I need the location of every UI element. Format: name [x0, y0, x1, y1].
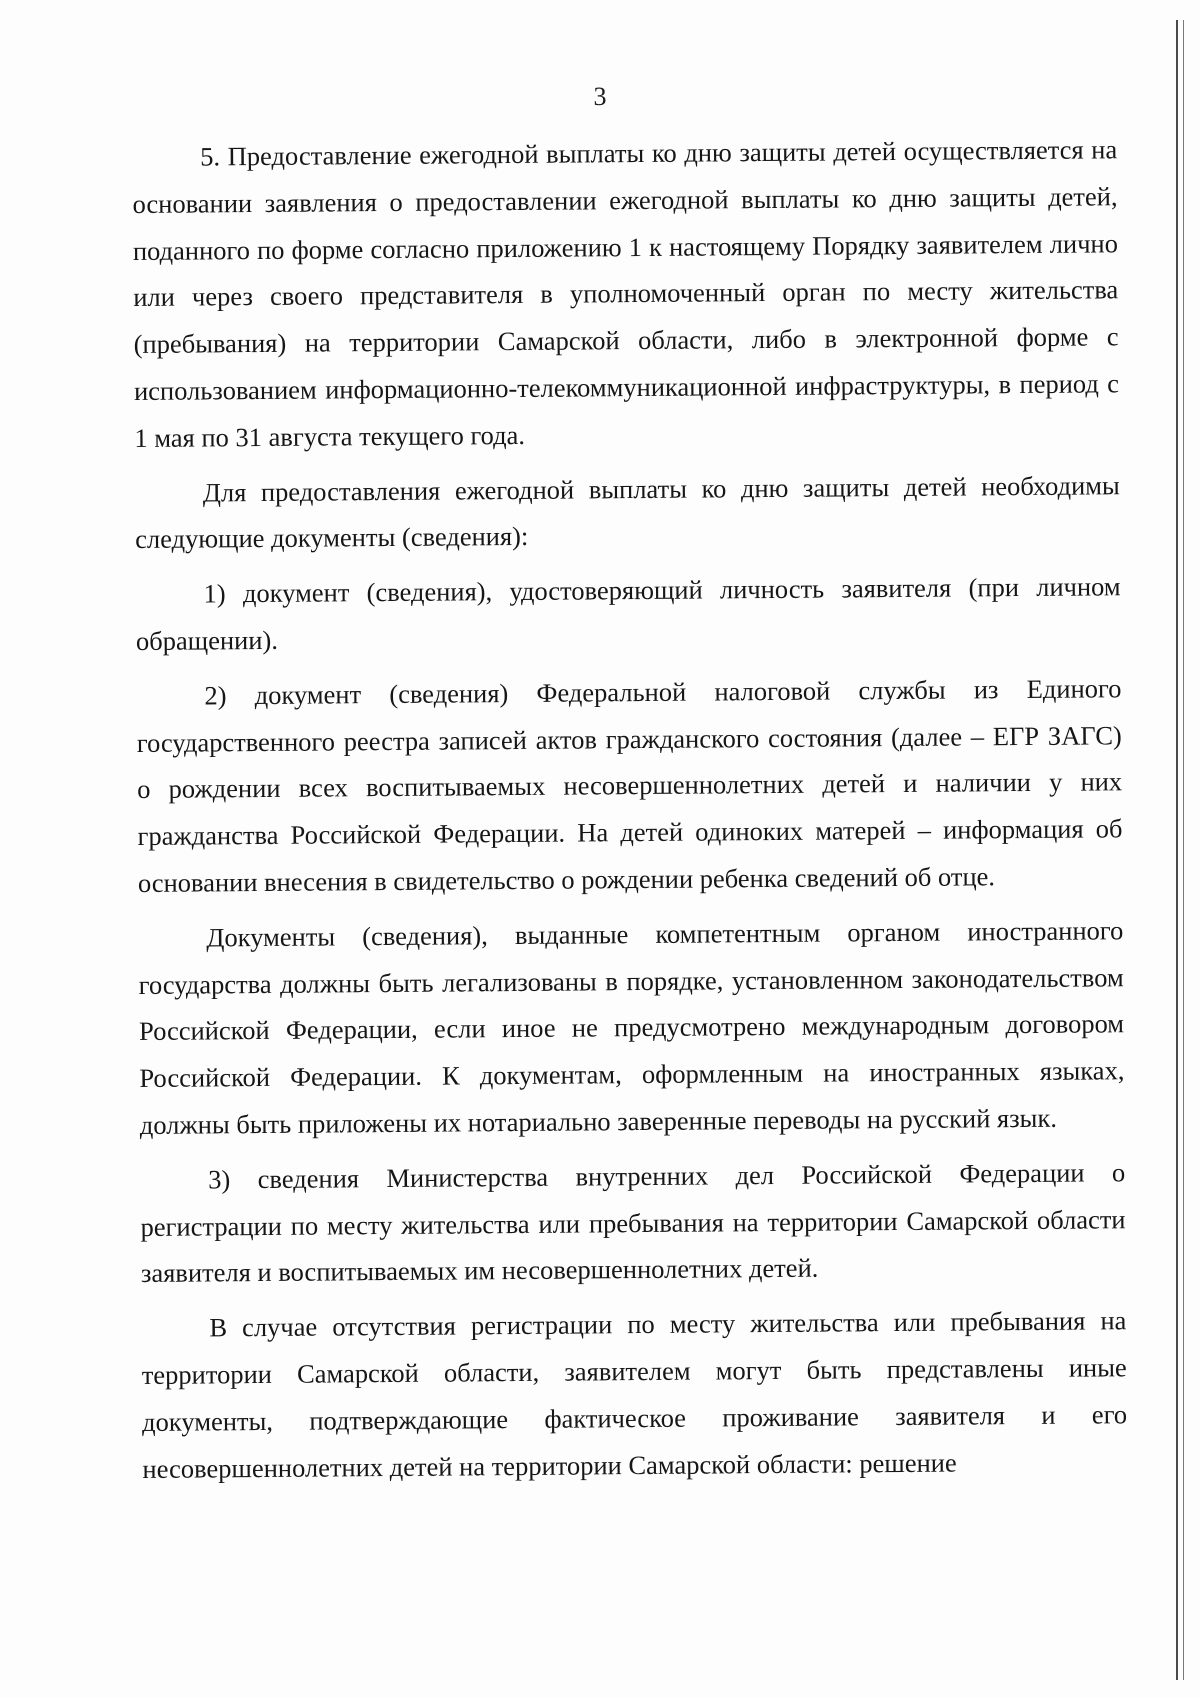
paragraph-item-1: 1) документ (сведения), удостоверяющий личность заявителя (при личном обращении).	[135, 571, 1121, 656]
paragraph-annual-payment: 5. Предоставление ежегодной выплаты ко дню защиты детей осуществляется на основании заявления о предоставлении ежегодной выплаты ко дню защиты детей, поданного по форме согласно приложению 1 к настоящему Порядку заявителем лично или через своего представителя в уполномоченный орган по месту жительства (пребывания) на территории Самарской области, либо в электронной форме с использованием информационно-телекоммуникационной инфраструктуры, в период с 1 мая по 31 августа текущего года.	[132, 134, 1120, 453]
scan-edge-line	[1176, 20, 1178, 1680]
paragraph-foreign-documents: Документы (сведения), выданные компетентным органом иностранного государства должны быть легализованы в порядке, установленном законодательством Российской Федерации, если иное не предусмотрено международным договором Российской Федерации. К документам, оформленным на иностранных языках, должны быть приложены их нотариально заверенные переводы на русский язык.	[138, 914, 1125, 1140]
page-number: 3	[593, 82, 607, 111]
paragraph-no-registration: В случае отсутствия регистрации по месту жительства или пребывания на территории Самарской области, заявителем могут быть представлены иные документы, подтверждающие фактическое проживание заявителя и его несовершеннолетних детей на территории Самарской области: решение	[141, 1305, 1128, 1484]
scan-edge-line-thin	[1183, 20, 1184, 1680]
paragraph-required-documents: Для предоставления ежегодной выплаты ко дню защиты детей необходимы следующие документы (сведения):	[135, 469, 1120, 555]
paragraph-item-3: 3) сведения Министерства внутренних дел Российской Федерации о регистрации по месту жительства или пребывания на территории Самарской области заявителя и воспитываемых им несовершеннолетних детей.	[140, 1156, 1126, 1289]
paragraph-item-2: 2) документ (сведения) Федеральной налоговой службы из Единого государственного реестра записей актов гражданского состояния (далее – ЕГР ЗАГС) о рождении всех воспитываемых несовершеннолетних детей и наличии у них гражданства Российской Федерации. На детей одиноких матерей – информация об основании внесения в свидетельство о рождении ребенка сведений об отце.	[136, 673, 1123, 898]
document-body	[132, 126, 1128, 1500]
